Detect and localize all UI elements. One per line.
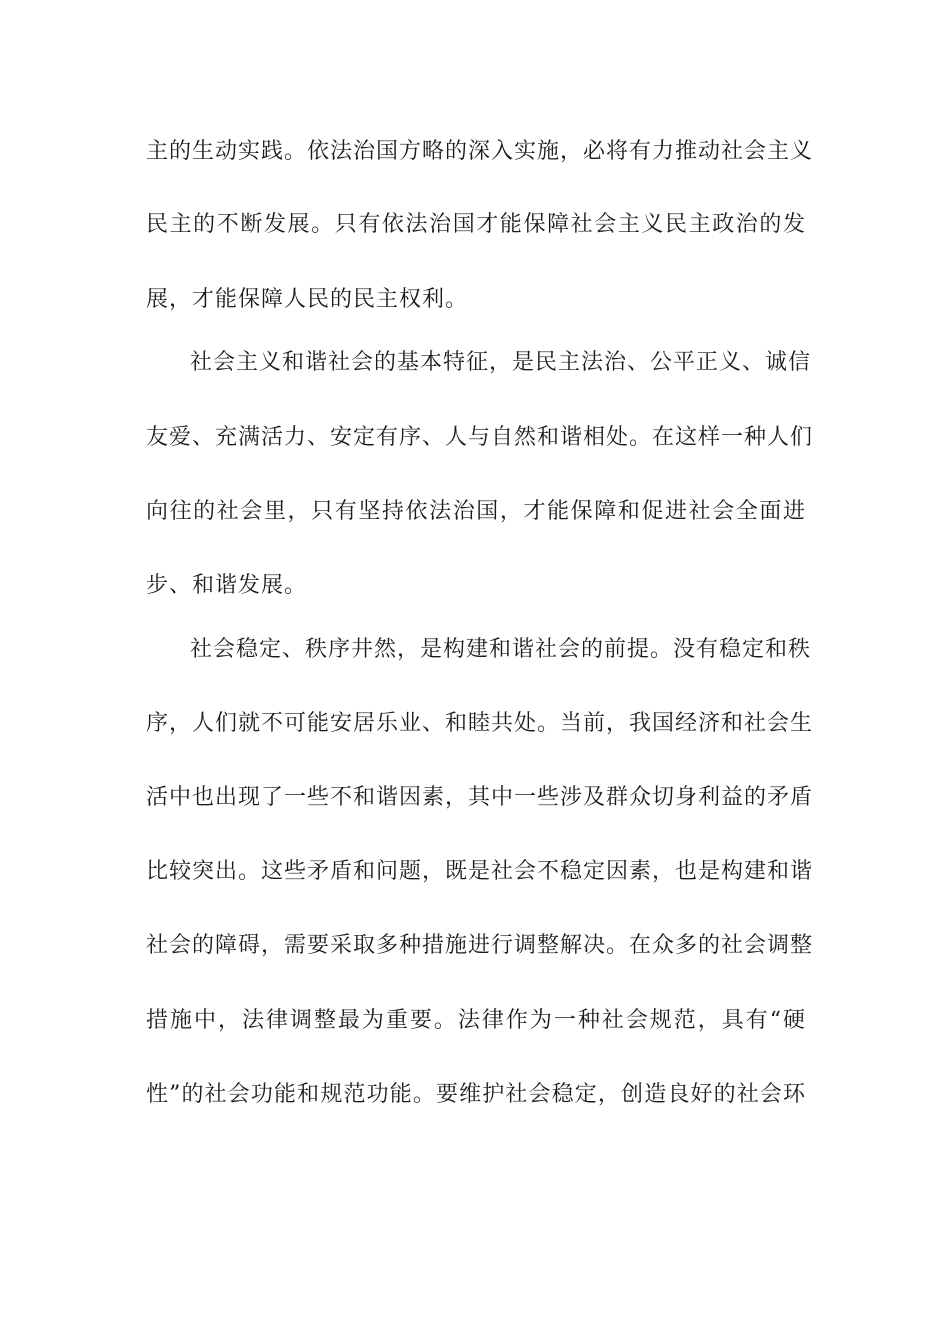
text-line: 活中也出现了一些不和谐因素，其中一些涉及群众切身利益的矛盾 [146, 785, 814, 810]
text-line: 向往的社会里，只有坚持依法治国，才能保障和促进社会全面进 [146, 499, 806, 524]
paragraph-first-line: 社会稳定、秩序井然，是构建和谐社会的前提。没有稳定和秩 [190, 637, 812, 662]
paragraph-first-line: 社会主义和谐社会的基本特征，是民主法治、公平正义、诚信 [190, 350, 812, 375]
text-line: 性”的社会功能和规范功能。要维护社会稳定，创造良好的社会环 [146, 1082, 806, 1107]
text-line: 比较突出。这些矛盾和问题，既是社会不稳定因素，也是构建和谐 [146, 859, 814, 884]
text-line: 主的生动实践。依法治国方略的深入实施，必将有力推动社会主义 [146, 139, 814, 164]
text-line: 步、和谐发展。 [146, 573, 308, 598]
text-line: 友爱、充满活力、安定有序、人与自然和谐相处。在这样一种人们 [146, 425, 814, 450]
text-line: 民主的不断发展。只有依法治国才能保障社会主义民主政治的发 [146, 212, 806, 237]
text-line: 序，人们就不可能安居乐业、和睦共处。当前，我国经济和社会生 [146, 711, 814, 736]
text-line: 措施中，法律调整最为重要。法律作为一种社会规范，具有“硬 [146, 1008, 806, 1033]
text-line: 社会的障碍，需要采取多种措施进行调整解决。在众多的社会调整 [146, 933, 814, 958]
text-line: 展，才能保障人民的民主权利。 [146, 287, 469, 312]
